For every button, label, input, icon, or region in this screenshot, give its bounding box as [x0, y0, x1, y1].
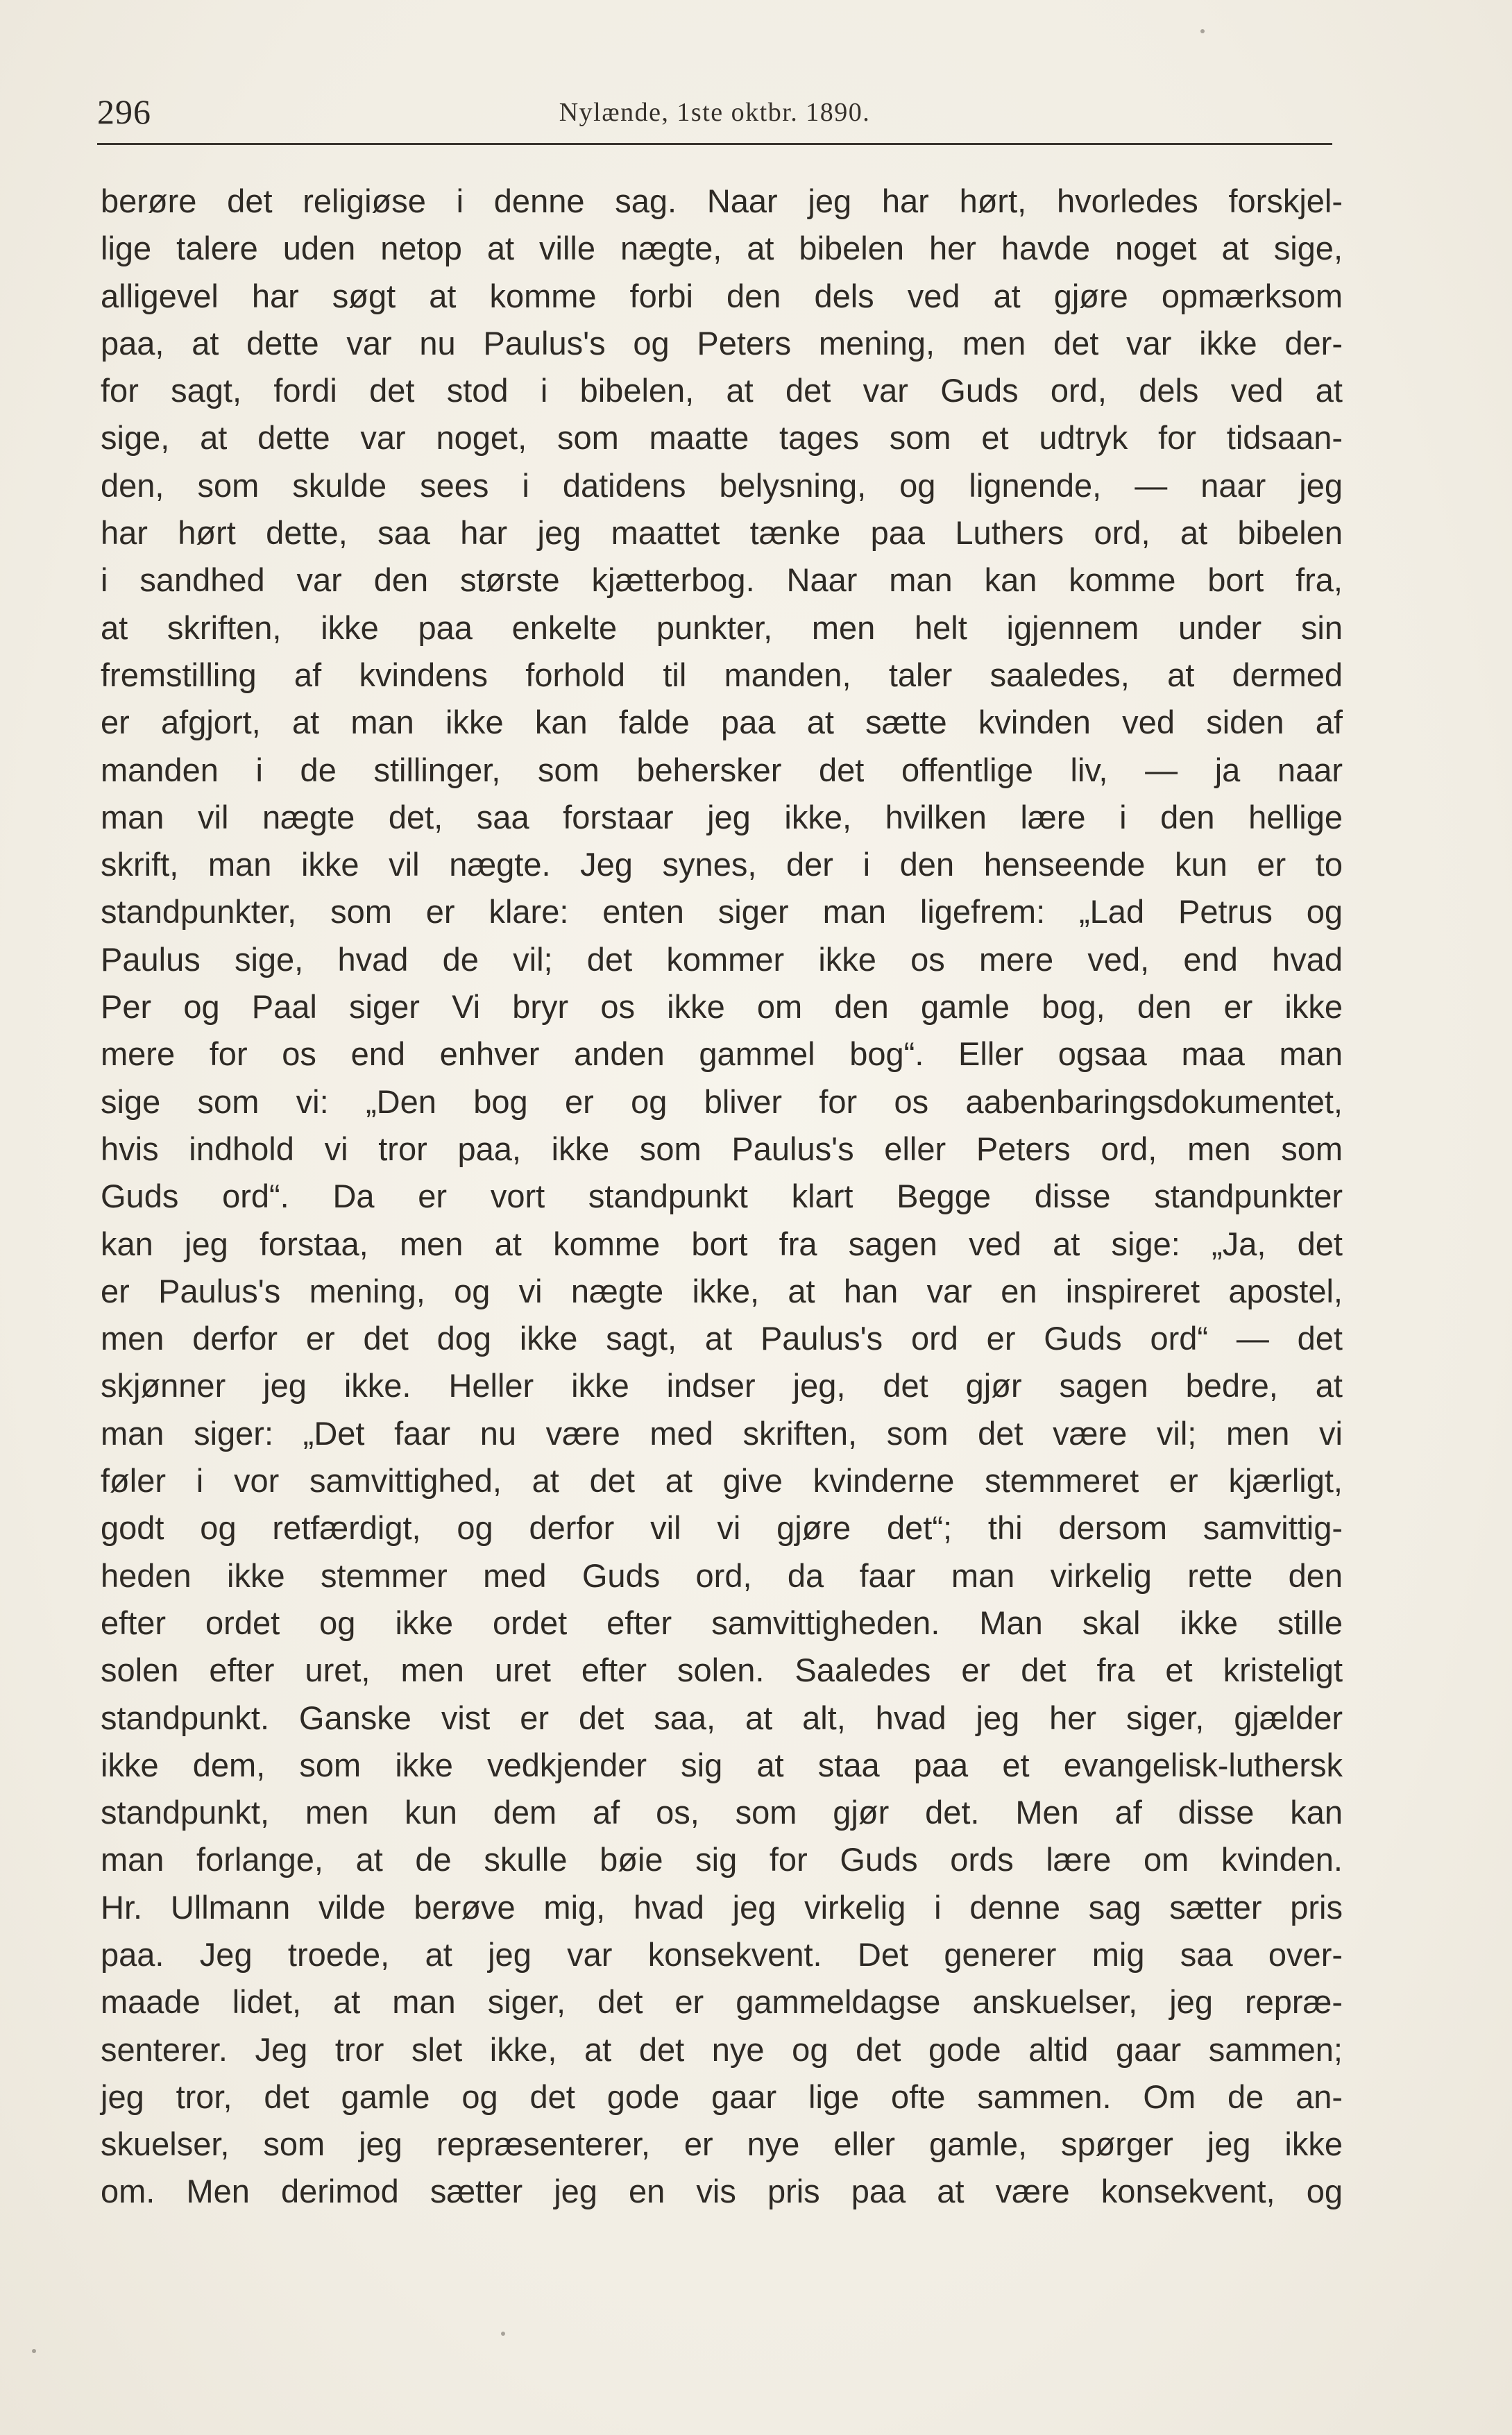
header-rule: [97, 143, 1332, 145]
text-line: kan jeg forstaa, men at komme bort fra sagen ved at sige: „Ja, det: [101, 1225, 1343, 1262]
text-line: man vil nægte det, saa forstaar jeg ikke, hvilken lære i den hellige: [101, 798, 1343, 835]
text-line: standpunkt. Ganske vist er det saa, at alt, hvad jeg her siger, gjælder: [101, 1699, 1343, 1736]
text-line: manden i de stillinger, som behersker det offentlige liv, — ja naar: [101, 751, 1343, 788]
page-header: [97, 89, 1332, 137]
paper-speck: [32, 2349, 36, 2353]
text-line: om. Men derimod sætter jeg en vis pris paa at være konsekvent, og: [101, 2173, 1343, 2210]
body-text: [101, 178, 1343, 2216]
text-line: i sandhed var den største kjætterbog. Naar man kan komme bort fra,: [101, 561, 1343, 599]
text-line: paa. Jeg troede, at jeg var konsekvent. Det generer mig saa over-: [101, 1935, 1343, 1973]
text-line: føler i vor samvittighed, at det at give kvinderne stemmeret er kjærligt,: [101, 1462, 1343, 1500]
text-line: Guds ord“. Da er vort standpunkt klart Begge disse standpunkter: [101, 1178, 1343, 1215]
text-line: paa, at dette var nu Paulus's og Peters mening, men det var ikke der-: [101, 324, 1343, 362]
text-line: Per og Paal siger Vi bryr os ikke om den gamle bog, den er ikke: [101, 988, 1343, 1026]
text-line: jeg tror, det gamle og det gode gaar lige ofte sammen. Om de an-: [101, 2078, 1343, 2115]
text-line: skuelser, som jeg repræsenterer, er nye eller gamle, spørger jeg ikke: [101, 2126, 1343, 2163]
text-line: er afgjort, at man ikke kan falde paa at sætte kvinden ved siden af: [101, 704, 1343, 741]
text-line: har hørt dette, saa har jeg maattet tænke paa Luthers ord, at bibelen: [101, 514, 1343, 552]
text-line: man siger: „Det faar nu være med skriften, som det være vil; men vi: [101, 1414, 1343, 1452]
text-line: fremstilling af kvindens forhold til manden, taler saaledes, at dermed: [101, 656, 1343, 693]
text-line: alligevel har søgt at komme forbi den dels ved at gjøre opmærksom: [101, 277, 1343, 314]
text-line: standpunkter, som er klare: enten siger man ligefrem: „Lad Petrus og: [101, 893, 1343, 931]
text-line: Paulus sige, hvad de vil; det kommer ikke os mere ved, end hvad: [101, 940, 1343, 978]
text-line: berøre det religiøse i denne sag. Naar jeg har hørt, hvorledes forskjel-: [101, 183, 1343, 219]
text-line: hvis indhold vi tror paa, ikke som Paulus's eller Peters ord, men som: [101, 1130, 1343, 1167]
text-line: ikke dem, som ikke vedkjender sig at staa paa et evangelisk-luthersk: [101, 1746, 1343, 1783]
text-line: skjønner jeg ikke. Heller ikke indser jeg, det gjør sagen bedre, at: [101, 1367, 1343, 1405]
text-line: godt og retfærdigt, og derfor vil vi gjøre det“; thi dersom samvittig-: [101, 1509, 1343, 1547]
text-line: at skriften, ikke paa enkelte punkter, men helt igjennem under sin: [101, 609, 1343, 646]
text-line: senterer. Jeg tror slet ikke, at det nye og det gode altid gaar sammen;: [101, 2030, 1343, 2068]
text-line: er Paulus's mening, og vi nægte ikke, at han var en inspireret apostel,: [101, 1272, 1343, 1309]
running-head: Nylænde, 1ste oktbr. 1890.: [559, 98, 871, 127]
paper-speck: [1200, 29, 1205, 33]
text-line: for sagt, fordi det stod i bibelen, at det var Guds ord, dels ved at: [101, 372, 1343, 409]
text-line: solen efter uret, men uret efter solen. Saaledes er det fra et kristeligt: [101, 1652, 1343, 1689]
text-line: skrift, man ikke vil nægte. Jeg synes, der i den henseende kun er to: [101, 846, 1343, 883]
page-number: 296: [97, 92, 151, 131]
paper-speck: [501, 2332, 505, 2336]
text-line: man forlange, at de skulle bøie sig for Guds ords lære om kvinden.: [101, 1841, 1343, 1878]
text-line: heden ikke stemmer med Guds ord, da faar man virkelig rette den: [101, 1556, 1343, 1594]
text-line: maade lidet, at man siger, det er gammeldagse anskuelser, jeg repræ-: [101, 1983, 1343, 2021]
text-line: den, som skulde sees i datidens belysning, og lignende, — naar jeg: [101, 466, 1343, 504]
text-line: mere for os end enhver anden gammel bog“. Eller ogsaa maa man: [101, 1035, 1343, 1073]
text-line: sige, at dette var noget, som maatte tages som et udtryk for tidsaan-: [101, 419, 1343, 457]
text-line: standpunkt, men kun dem af os, som gjør det. Men af disse kan: [101, 1794, 1343, 1831]
text-line: lige talere uden netop at ville nægte, at bibelen her havde noget at sige,: [101, 230, 1343, 267]
text-line: efter ordet og ikke ordet efter samvittigheden. Man skal ikke stille: [101, 1604, 1343, 1641]
text-line: sige som vi: „Den bog er og bliver for os aabenbaringsdokumentet,: [101, 1083, 1343, 1120]
text-line: men derfor er det dog ikke sagt, at Paulus's ord er Guds ord“ — det: [101, 1320, 1343, 1357]
text-line: Hr. Ullmann vilde berøve mig, hvad jeg virkelig i denne sag sætter pris: [101, 1888, 1343, 1926]
